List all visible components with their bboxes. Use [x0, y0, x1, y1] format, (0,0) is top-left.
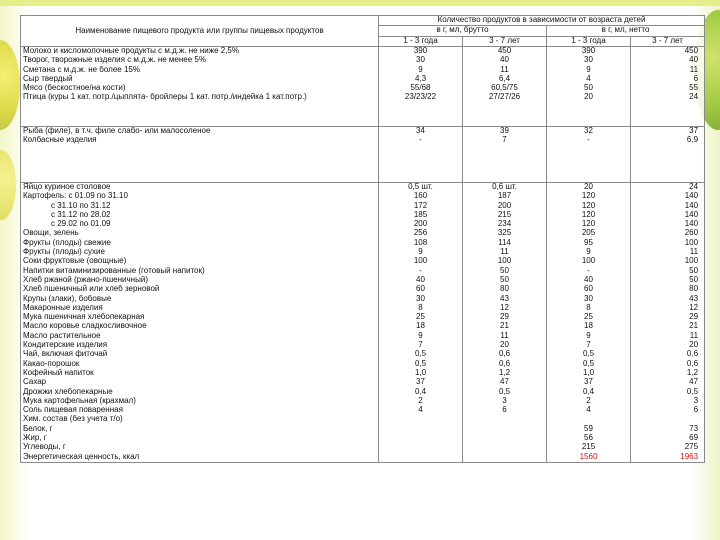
- product-name-cell: [21, 47, 379, 127]
- product-name: Колбасные изделия: [23, 136, 97, 145]
- quantity-value: 140: [684, 210, 699, 219]
- quantity-value: 21: [500, 322, 509, 331]
- apple-decor-left: [0, 40, 20, 130]
- quantity-cell: [379, 127, 463, 183]
- header-quantity-title: Количество продуктов в зависимости от возраста детей: [379, 16, 705, 26]
- quantity-value: 6,9: [686, 136, 699, 145]
- quantity-value: 40: [500, 56, 509, 65]
- quantity-value: [549, 415, 628, 424]
- quantity-value: 43: [500, 294, 509, 303]
- product-name: с 31.10 по 31.12: [51, 201, 111, 210]
- quantity-value: [633, 415, 698, 424]
- quantity-value: 18: [416, 322, 425, 331]
- quantity-value: 1560: [579, 452, 598, 461]
- quantity-value: 260: [684, 229, 699, 238]
- quantity-cell: [631, 183, 705, 463]
- quantity-value: 23/23/22: [404, 93, 437, 102]
- product-name: Дрожжи хлебопекарные: [23, 387, 113, 396]
- quantity-value: 60: [584, 285, 593, 294]
- quantity-cell: [463, 47, 547, 127]
- product-name: Сыр твердый: [23, 74, 73, 83]
- quantity-value: -: [419, 266, 422, 275]
- quantity-value: [381, 443, 460, 452]
- quantity-value: 9: [418, 65, 423, 74]
- quantity-value: -: [419, 136, 422, 145]
- quantity-value: 50: [500, 275, 509, 284]
- product-name: Энергетическая ценность, ккал: [23, 452, 140, 461]
- quantity-value: 4: [586, 74, 591, 83]
- quantity-cell: [631, 47, 705, 127]
- product-name: Фрукты (плоды) свежие: [23, 238, 111, 247]
- quantity-value: 9: [418, 248, 423, 257]
- quantity-value: 7: [418, 341, 423, 350]
- quantity-value: [465, 425, 544, 434]
- quantity-value: 275: [684, 443, 699, 452]
- quantity-value: 25: [416, 313, 425, 322]
- quantity-value: [381, 415, 460, 424]
- quantity-value: 4: [418, 406, 423, 415]
- quantity-value: 0,5: [414, 350, 427, 359]
- table-row: [21, 127, 705, 183]
- quantity-value: 50: [689, 275, 699, 284]
- quantity-value: 8: [586, 303, 591, 312]
- quantity-cell: [547, 47, 631, 127]
- quantity-value: [465, 453, 544, 462]
- quantity-value: 11: [689, 248, 699, 257]
- quantity-value: 140: [684, 220, 699, 229]
- quantity-value: 0,5: [582, 350, 595, 359]
- quantity-value: 40: [689, 56, 699, 65]
- quantity-value: 27/27/26: [488, 93, 521, 102]
- quantity-value: 59: [584, 424, 593, 433]
- quantity-value: 12: [500, 303, 509, 312]
- quantity-value: 0,5: [686, 387, 699, 396]
- product-name: Мука картофельная (крахмал): [23, 396, 136, 405]
- apple-decor-left-lower: [0, 150, 16, 220]
- product-name: Фрукты (плоды) сухие: [23, 248, 105, 257]
- product-name: Жир, г: [23, 434, 47, 443]
- quantity-value: 80: [689, 285, 699, 294]
- quantity-value: 108: [413, 238, 428, 247]
- quantity-value: 100: [413, 257, 428, 266]
- quantity-value: 69: [689, 434, 699, 443]
- quantity-value: 390: [581, 47, 596, 55]
- quantity-value: 160: [413, 192, 428, 201]
- quantity-value: 12: [689, 303, 699, 312]
- product-name: Птица (куры 1 кат. потр./цыплята- бройлеры 1 кат. потр./индейка 1 кат.потр.): [23, 93, 307, 102]
- quantity-value: 20: [689, 341, 699, 350]
- quantity-value: 24: [689, 183, 699, 191]
- product-name: Яйцо куриное столовое: [23, 183, 111, 191]
- header-product-name: Наименование пищевого продукта или группы пищевых продуктов: [21, 16, 379, 47]
- quantity-value: 1963: [680, 452, 699, 461]
- quantity-value: 1,2: [686, 368, 699, 377]
- product-name: Кондитерские изделия: [23, 341, 108, 350]
- quantity-value: [465, 434, 544, 443]
- quantity-value: 0,4: [582, 387, 595, 396]
- quantity-value: 20: [584, 93, 593, 102]
- quantity-value: 25: [584, 313, 593, 322]
- quantity-value: 215: [497, 210, 512, 219]
- quantity-value: 6: [502, 406, 507, 415]
- quantity-value: 450: [684, 47, 699, 55]
- quantity-value: [381, 434, 460, 443]
- product-name: Какао-порошок: [23, 359, 80, 368]
- quantity-value: 200: [413, 220, 428, 229]
- product-name: Рыба (филе), в т.ч. филе слабо- или малосоленое: [23, 127, 211, 135]
- quantity-value: 1,2: [498, 368, 511, 377]
- product-name: Картофель: с 01.09 по 31.10: [23, 192, 128, 201]
- quantity-cell: [547, 127, 631, 183]
- quantity-value: 0,6 шт.: [492, 183, 517, 191]
- table-group-fish: [21, 127, 705, 183]
- quantity-value: 60: [416, 285, 425, 294]
- quantity-value: 325: [497, 229, 512, 238]
- quantity-cell: [547, 183, 631, 463]
- quantity-value: 18: [584, 322, 593, 331]
- quantity-cell: [463, 127, 547, 183]
- quantity-value: 0,5 шт.: [408, 183, 433, 191]
- quantity-value: -: [587, 266, 590, 275]
- quantity-value: 20: [584, 183, 593, 191]
- quantity-value: 9: [418, 331, 423, 340]
- quantity-value: 450: [497, 47, 512, 55]
- quantity-cell: [463, 183, 547, 463]
- product-name: Углеводы, г: [23, 443, 66, 452]
- quantity-value: 30: [584, 294, 593, 303]
- quantity-value: 3: [693, 396, 699, 405]
- quantity-value: 390: [413, 47, 428, 55]
- table-row: [21, 183, 705, 463]
- quantity-value: 0,6: [686, 350, 699, 359]
- product-name: Соль пищевая поваренная: [23, 406, 123, 415]
- quantity-value: 7: [586, 341, 591, 350]
- product-name: Хлеб пшеничный или хлеб зерновой: [23, 285, 160, 294]
- quantity-value: 0,4: [414, 387, 427, 396]
- quantity-value: 100: [684, 238, 699, 247]
- quantity-value: 32: [584, 127, 593, 135]
- quantity-value: 234: [497, 220, 512, 229]
- quantity-value: 55: [689, 84, 699, 93]
- product-name: Крупы (злаки), бобовые: [23, 294, 112, 303]
- quantity-value: 3: [502, 396, 507, 405]
- quantity-value: 37: [584, 378, 593, 387]
- quantity-value: 9: [586, 248, 591, 257]
- table-group-meat-dairy: [21, 47, 705, 127]
- quantity-value: 39: [500, 127, 509, 135]
- product-name: с 31.12 по 28.02: [51, 210, 111, 219]
- quantity-value: 4: [586, 406, 591, 415]
- quantity-value: 0,5: [414, 359, 427, 368]
- product-name: с 29.02 по 01.09: [51, 220, 111, 229]
- quantity-value: 100: [581, 257, 596, 266]
- quantity-value: 11: [500, 331, 509, 340]
- product-name: Соки фруктовые (овощные): [23, 257, 127, 266]
- header-age-brutto-3-7: 3 - 7 лет: [463, 36, 547, 46]
- quantity-value: 1,0: [582, 368, 595, 377]
- quantity-cell: [379, 183, 463, 463]
- product-name: Овощи, зелень: [23, 229, 79, 238]
- product-name: Мясо (бескостное/на кости): [23, 84, 126, 93]
- quantity-value: 100: [684, 257, 699, 266]
- quantity-value: 172: [413, 201, 428, 210]
- quantity-value: 6,4: [498, 74, 511, 83]
- product-name: Молоко и кисломолочные продукты с м.д.ж. не ниже 2,5%: [23, 47, 239, 55]
- quantity-value: 200: [497, 201, 512, 210]
- product-name: Масло растительное: [23, 331, 101, 340]
- quantity-value: 73: [689, 424, 699, 433]
- quantity-value: 185: [413, 210, 428, 219]
- quantity-value: 50: [584, 84, 593, 93]
- header-age-brutto-1-3: 1 - 3 года: [379, 36, 463, 46]
- quantity-value: 140: [684, 192, 699, 201]
- product-name: Масло коровье сладкосливочное: [23, 322, 147, 331]
- quantity-value: -: [587, 136, 590, 145]
- product-name: Напитки витаминизированные (готовый напиток): [23, 266, 205, 275]
- quantity-value: 120: [581, 201, 596, 210]
- quantity-value: 0,6: [686, 359, 699, 368]
- quantity-value: 100: [497, 257, 512, 266]
- food-norms-table: [20, 15, 705, 463]
- quantity-value: 11: [689, 331, 699, 340]
- quantity-value: 6: [693, 406, 699, 415]
- quantity-value: 8: [418, 303, 423, 312]
- quantity-value: 24: [689, 93, 699, 102]
- quantity-value: 40: [584, 275, 593, 284]
- quantity-value: 50: [689, 266, 699, 275]
- quantity-value: 0,6: [498, 350, 511, 359]
- quantity-cell: [631, 127, 705, 183]
- quantity-value: 11: [500, 65, 509, 74]
- quantity-value: 56: [584, 434, 593, 443]
- quantity-value: 9: [586, 65, 591, 74]
- quantity-value: 47: [500, 378, 509, 387]
- quantity-value: 30: [416, 56, 425, 65]
- quantity-value: 0,5: [498, 387, 511, 396]
- product-name: Белок, г: [23, 424, 53, 433]
- quantity-value: 30: [416, 294, 425, 303]
- table-group-other: [21, 183, 705, 463]
- header-brutto: в г, мл, брутто: [379, 26, 547, 36]
- quantity-value: 120: [581, 210, 596, 219]
- table-row: [21, 47, 705, 127]
- quantity-value: 114: [498, 238, 511, 247]
- quantity-value: 6: [693, 74, 699, 83]
- quantity-value: 95: [584, 238, 593, 247]
- quantity-value: 1,0: [414, 368, 427, 377]
- quantity-value: 43: [689, 294, 699, 303]
- quantity-value: 0,5: [582, 359, 595, 368]
- quantity-value: 7: [502, 136, 507, 145]
- quantity-cell: [379, 47, 463, 127]
- quantity-value: 80: [500, 285, 509, 294]
- product-name: Хим. состав (без учета т/о): [23, 415, 123, 424]
- quantity-value: 256: [413, 229, 428, 238]
- quantity-value: 9: [586, 331, 591, 340]
- product-name: Сахар: [23, 378, 47, 387]
- quantity-value: 37: [689, 127, 699, 135]
- quantity-value: 40: [416, 275, 425, 284]
- quantity-value: 60,5/75: [491, 84, 518, 93]
- quantity-value: 21: [689, 322, 699, 331]
- quantity-value: 2: [586, 396, 591, 405]
- quantity-value: 205: [581, 229, 596, 238]
- quantity-value: 20: [500, 341, 509, 350]
- quantity-value: 11: [500, 248, 509, 257]
- quantity-value: [381, 425, 460, 434]
- product-name: Мука пшеничная хлебопекарная: [23, 313, 145, 322]
- product-name: Хлеб ржаной (ржано-пшеничный): [23, 275, 148, 284]
- product-name: Чай, включая фиточай: [23, 350, 108, 359]
- quantity-value: 34: [416, 127, 425, 135]
- quantity-value: [465, 443, 544, 452]
- quantity-value: 187: [497, 192, 512, 201]
- quantity-value: 215: [581, 443, 596, 452]
- quantity-value: [465, 415, 544, 424]
- product-name: Сметана с м.д.ж. не более 15%: [23, 65, 140, 74]
- quantity-value: [381, 453, 460, 462]
- quantity-value: 30: [584, 56, 593, 65]
- header-age-netto-1-3: 1 - 3 года: [547, 36, 631, 46]
- quantity-value: 55/68: [410, 84, 431, 93]
- quantity-value: 37: [416, 378, 425, 387]
- quantity-value: 120: [581, 192, 596, 201]
- product-name: Макаронные изделия: [23, 303, 103, 312]
- quantity-value: 47: [689, 378, 699, 387]
- product-name-cell: [21, 183, 379, 463]
- quantity-value: 0,6: [498, 359, 511, 368]
- quantity-value: 2: [418, 396, 423, 405]
- quantity-value: 140: [684, 201, 699, 210]
- quantity-value: 4,3: [414, 74, 427, 83]
- quantity-value: 120: [581, 220, 596, 229]
- header-age-netto-3-7: 3 - 7 лет: [631, 36, 705, 46]
- product-name-cell: [21, 127, 379, 183]
- quantity-value: 50: [500, 266, 509, 275]
- top-decor-band: [0, 0, 720, 6]
- product-name: Кофейный напиток: [23, 368, 94, 377]
- quantity-value: 11: [689, 65, 699, 74]
- product-name: Творог, творожные изделия с м.д.ж. не менее 5%: [23, 56, 206, 65]
- quantity-value: 29: [689, 313, 699, 322]
- header-netto: в г, мл, нетто: [547, 26, 705, 36]
- quantity-value: 29: [500, 313, 509, 322]
